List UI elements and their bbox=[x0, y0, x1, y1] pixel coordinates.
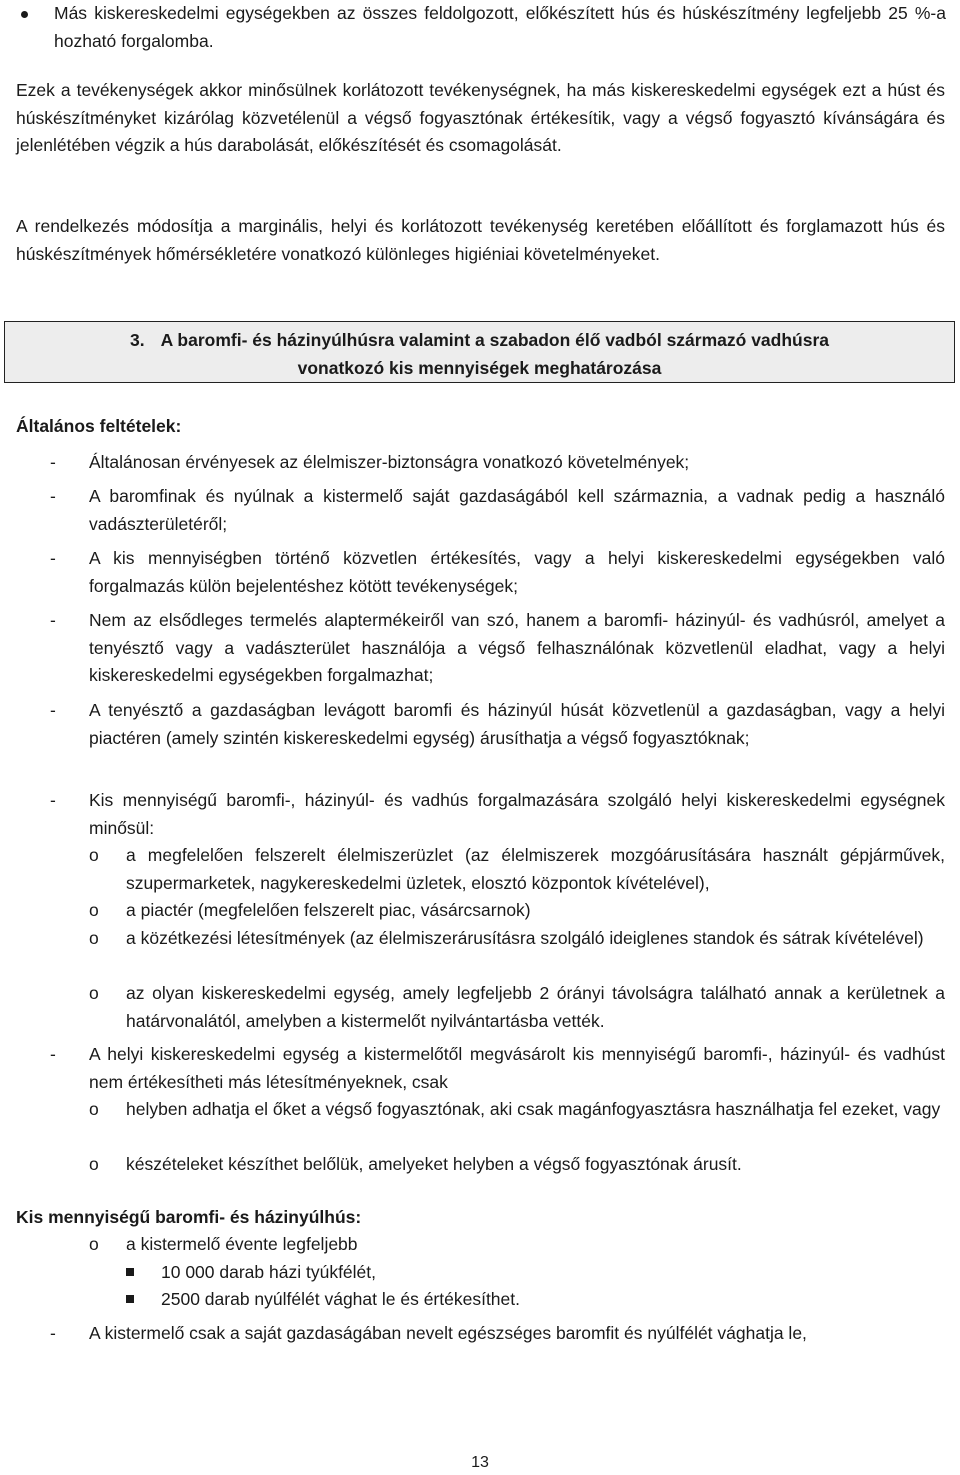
top-bullet-text: Más kiskereskedelmi egységekben az összes feldolgozott, előkészített hús és húskészítmény legfeljebb 25 %-a hozható forgalomba. bbox=[54, 3, 946, 51]
section-title-line1: 3. A baromfi- és házinyúlhúsra valamint a szabadon élő vadból származó vadhúsra bbox=[129, 330, 830, 350]
paragraph-limited-activity: Ezek a tevékenységek akkor minősülnek korlátozott tevékenységnek, ha más kiskereskedelmi egységek ezt a húst és húskészítményket kizárólag közvetélenül a végső fogyasztónak értékesítik, vagy a végső fogyasztó kívánságára és jelenlétében végzik a hús darabolását, előkészítését és csomagolását. bbox=[16, 80, 945, 155]
limit-item-1: 10 000 darab házi tyúkfélét, bbox=[126, 1259, 926, 1287]
unit-sub-item-4: o az olyan kiskereskedelmi egység, amely legfeljebb 2 órányi távolságra található annak a kerületnek a határvonalától, amelyben a kistermelőt nyilvántartásba vették. bbox=[89, 980, 945, 1035]
circle-marker: o bbox=[89, 1234, 99, 1254]
dash-marker: - bbox=[50, 610, 56, 630]
dash-marker: - bbox=[50, 700, 56, 720]
circle-marker: o bbox=[89, 983, 99, 1003]
unit-sub-item-1: o a megfelelően felszerelt élelmiszerüzlet (az élelmiszerek mozgóárusítására használt gépjárművek, szupermarketek, nagykereskedelmi üzletek, elosztó központok kívételével), bbox=[89, 842, 945, 897]
general-item-2: - A baromfinak és nyúlnak a kistermelő saját gazdaságából kell származnia, a vadnak pedig a használó vadászterületéről; bbox=[16, 483, 945, 538]
circle-marker: o bbox=[89, 1099, 99, 1119]
bullet-dot-icon bbox=[21, 11, 28, 18]
dash-marker: - bbox=[50, 452, 56, 472]
section-heading-box bbox=[4, 321, 955, 383]
section-number: 3. bbox=[129, 330, 145, 350]
general-item-5: - A tenyésztő a gazdaságban levágott baromfi és házinyúl húsát közvetlenül a gazdaságban, vagy a helyi piactéren (amely szintén kiskereskedelmi egység) árusíthatja a végső fogyasztóknak; bbox=[16, 697, 945, 752]
small-quantity-item: o a kistermelő évente legfeljebb bbox=[89, 1231, 945, 1259]
limit-item-2: 2500 darab nyúlfélét vághat le és értékesíthet. bbox=[126, 1286, 926, 1314]
dash-marker: - bbox=[50, 548, 56, 568]
general-conditions-heading: Általános feltételek: bbox=[16, 416, 182, 436]
general-item-3: - A kis mennyiségben történő közvetlen értékesítés, vagy a helyi kiskereskedelmi egységekben való forgalmazás külön bejelentéshez kötött tevékenységek; bbox=[16, 545, 945, 600]
general-item-7: - A helyi kiskereskedelmi egység a kistermelőtől megvásárolt kis mennyiségű baromfi-, házinyúl- és vadhúst nem értékesítheti más létesítményeknek, csak bbox=[16, 1041, 945, 1096]
general-item-6: - Kis mennyiségű baromfi-, házinyúl- és vadhús forgalmazására szolgáló helyi kiskereskedelmi egységnek minősül: bbox=[16, 787, 945, 842]
section-title-line2: vonatkozó kis mennyiségek meghatározása bbox=[297, 357, 662, 378]
top-bullet-item bbox=[16, 0, 946, 55]
small-quantity-last-item: - A kistermelő csak a saját gazdaságában nevelt egészséges baromfit és nyúlfélét vághatja le, bbox=[16, 1320, 945, 1348]
dash-marker: - bbox=[50, 1323, 56, 1343]
circle-marker: o bbox=[89, 900, 99, 920]
unit-sub-item-2: o a piactér (megfelelően felszerelt piac, vásárcsarnok) bbox=[89, 897, 945, 925]
circle-marker: o bbox=[89, 1154, 99, 1174]
general-item-1: - Általánosan érvényesek az élelmiszer-biztonságra vonatkozó követelmények; bbox=[16, 449, 945, 477]
general-item-4: - Nem az elsődleges termelés alaptermékeiről van szó, hanem a baromfi- házinyúl- és vadhúsról, amelyet a tenyésztő vagy a vadászterület használója a végső felhasználónak közvetlenül eladhat, vagy a helyi kiskereskedelmi egységekben forgalmazhat; bbox=[16, 607, 945, 690]
paragraph-regulation: A rendelkezés módosítja a marginális, helyi és korlátozott tevékenység keretében előállított és forglamazott hús és húskészítmények hőmérsékletére vonatkozó különleges higiéniai követelményeket. bbox=[16, 216, 945, 264]
sell-sub-item-1: o helyben adhatja el őket a végső fogyasztónak, aki csak magánfogyasztásra használhatja fel ezeket, vagy bbox=[89, 1096, 945, 1124]
dash-marker: - bbox=[50, 486, 56, 506]
square-bullet-icon bbox=[126, 1268, 134, 1276]
square-bullet-icon bbox=[126, 1295, 134, 1303]
dash-marker: - bbox=[50, 1044, 56, 1064]
dash-marker: - bbox=[50, 790, 56, 810]
circle-marker: o bbox=[89, 928, 99, 948]
sell-sub-item-2: o készételeket készíthet belőlük, amelyeket helyben a végső fogyasztónak árusít. bbox=[89, 1151, 945, 1179]
unit-sub-item-3: o a közétkezési létesítmények (az élelmiszerárusításra szolgáló ideiglenes standok és sátrak kívételével) bbox=[89, 925, 945, 953]
small-quantity-heading: Kis mennyiségű baromfi- és házinyúlhús: bbox=[16, 1207, 362, 1227]
circle-marker: o bbox=[89, 845, 99, 865]
page-number: 13 bbox=[471, 1454, 489, 1471]
